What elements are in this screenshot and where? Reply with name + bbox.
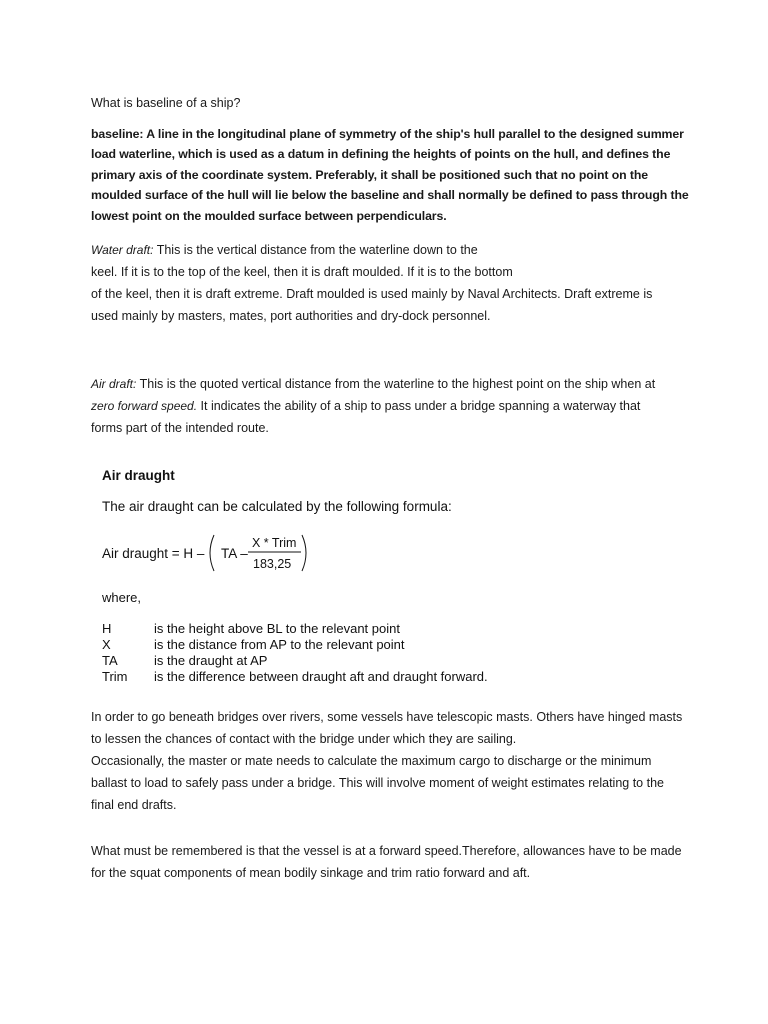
water-draft-line: used mainly by masters, mates, port authorities and dry-dock personnel. xyxy=(91,309,491,323)
forward-speed-line: for the squat components of mean bodily sinkage and trim ratio forward and aft. xyxy=(91,866,531,880)
air-draught-formula-figure xyxy=(102,463,522,693)
baseline-line: lowest point on the moulded surface between perpendiculars. xyxy=(91,208,447,223)
open-paren-icon xyxy=(210,535,214,571)
air-draft-line xyxy=(91,395,691,417)
air-draft-line xyxy=(91,373,691,395)
formula-ta: TA – xyxy=(221,546,248,561)
definition-row xyxy=(102,653,488,669)
definition-description: is the distance from AP to the relevant point xyxy=(154,637,405,652)
air-draft-paragraph xyxy=(91,373,691,439)
air-draft-term: Air draft: xyxy=(91,377,137,391)
bridges-line: Occasionally, the master or mate needs to calculate the maximum cargo to discharge or the minimum xyxy=(91,754,652,768)
water-draft-line: keel. If it is to the top of the keel, then it is draft moulded. If it is to the bottom xyxy=(91,265,513,279)
formula-where: where, xyxy=(102,590,142,605)
formula-numerator: X * Trim xyxy=(252,536,297,550)
water-draft-paragraph xyxy=(91,239,691,327)
formula-definitions xyxy=(102,621,488,685)
air-draft-text: This is the quoted vertical distance from the waterline to the highest point on the ship when at xyxy=(136,377,656,391)
definition-symbol: Trim xyxy=(102,669,128,684)
forward-speed-line: What must be remembered is that the vessel is at a forward speed.Therefore, allowances have to be made xyxy=(91,844,682,858)
air-draught-formula xyxy=(102,531,362,575)
definition-symbol: X xyxy=(102,637,111,652)
definition-row xyxy=(102,637,488,653)
formula-intro: The air draught can be calculated by the following formula: xyxy=(102,499,452,514)
definition-description: is the draught at AP xyxy=(154,653,268,668)
bridges-paragraph xyxy=(91,706,691,816)
baseline-definition xyxy=(91,124,689,226)
question-heading: What is baseline of a ship? xyxy=(91,96,241,110)
formula-denominator: 183,25 xyxy=(253,557,292,571)
baseline-line: baseline: A line in the longitudinal plane of symmetry of the ship's hull parallel to the designed summer xyxy=(91,127,684,141)
bridges-line: final end drafts. xyxy=(91,798,177,812)
definition-symbol: H xyxy=(102,621,112,636)
baseline-line: load waterline, which is used as a datum in defining the heights of points on the hull, and defines the xyxy=(91,147,671,162)
air-draft-line: forms part of the intended route. xyxy=(91,421,269,435)
definition-symbol: TA xyxy=(102,653,118,668)
water-draft-term: Water draft: xyxy=(91,243,154,257)
water-draft-text: This is the vertical distance from the waterline down to the xyxy=(153,243,478,257)
baseline-line: primary axis of the coordinate system. Preferably, it shall be positioned such that no point on the xyxy=(91,167,649,182)
close-paren-icon xyxy=(302,535,306,571)
water-draft-line: of the keel, then it is draft extreme. Draft moulded is used mainly by Naval Architects. Draft extreme is xyxy=(91,287,653,301)
water-draft-line xyxy=(91,239,691,261)
formula-lhs: Air draught = H – xyxy=(102,546,205,561)
definition-description: is the difference between draught aft and draught forward. xyxy=(154,669,488,684)
air-draft-text: It indicates the ability of a ship to pass under a bridge spanning a waterway that xyxy=(197,399,641,413)
forward-speed-paragraph xyxy=(91,840,691,884)
definition-row xyxy=(102,621,488,637)
zero-forward-speed-emphasis: zero forward speed. xyxy=(91,399,198,413)
bridges-line: ballast to load to safely pass under a bridge. This will involve moment of weight estimates relating to the xyxy=(91,776,664,790)
definition-description: is the height above BL to the relevant point xyxy=(154,621,400,636)
bridges-line: In order to go beneath bridges over rivers, some vessels have telescopic masts. Others have hinged masts xyxy=(91,710,683,724)
bridges-line: to lessen the chances of contact with the bridge under which they are sailing. xyxy=(91,732,517,746)
definition-row xyxy=(102,669,488,685)
formula-title: Air draught xyxy=(102,468,175,483)
baseline-line: moulded surface of the hull will lie below the baseline and shall normally be defined to pass through the xyxy=(91,188,689,203)
